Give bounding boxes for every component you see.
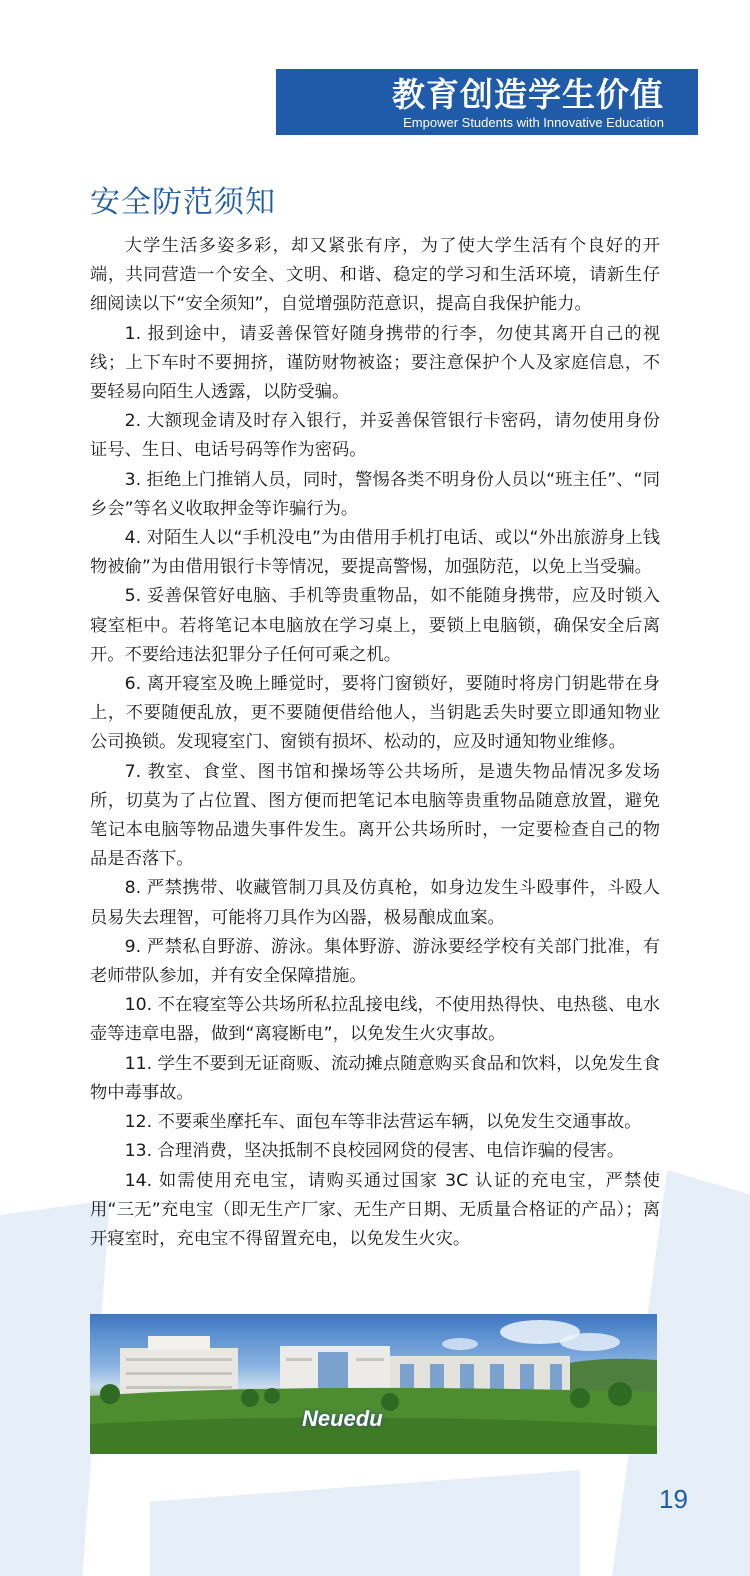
rule-item-13: 13. 合理消费，坚决抵制不良校园网贷的侵害、电信诈骗的侵害。	[124, 1141, 625, 1162]
header-banner	[276, 69, 698, 135]
rule-item-8: 8. 严禁携带、收藏管制刀具及仿真枪，如身边发生斗殴事件，斗殴人员易失去理智，可能将刀具作为凶器，极易酿成血案。	[90, 878, 660, 928]
header-subtitle: Empower Students with Innovative Education	[403, 115, 664, 130]
rule-item-1: 1. 报到途中，请妥善保管好随身携带的行李，勿使其离开自己的视线；上下车时不要拥挤，谨防财物被盗；要注意保护个人及家庭信息，不要轻易向陌生人透露，以防受骗。	[90, 323, 660, 403]
rule-item-4: 4. 对陌生人以“手机没电”为由借用手机打电话、或以“外出旅游身上钱物被偷”为由借用银行卡等情况，要提高警惕，加强防范，以免上当受骗。	[90, 528, 660, 578]
rule-item-7: 7. 教室、食堂、图书馆和操场等公共场所，是遗失物品情况多发场所，切莫为了占位置、图方便而把笔记本电脑等贵重物品随意放置，避免笔记本电脑等物品遗失事件发生。离开公共场所时，一定要检查自己的物品是否落下。	[90, 761, 660, 870]
neuedu-logo: Neuedu	[302, 1406, 383, 1431]
campus-illustration	[90, 1314, 657, 1454]
rule-item-14: 14. 如需使用充电宝，请购买通过国家 3C 认证的充电宝，严禁使用“三无”充电宝（即无生产厂家、无生产日期、无质量合格证的产品）；离开寝室时，充电宝不得留置充电，以免发生火灾。	[90, 1170, 660, 1249]
rule-item-6: 6. 离开寝室及晚上睡觉时，要将门窗锁好，要随时将房门钥匙带在身上，不要随便乱放，更不要随便借给他人，当钥匙丢失时要立即通知物业公司换锁。发现寝室门、窗锁有损坏、松动的，应及时通知物业维修。	[90, 674, 660, 753]
rule-item-3: 3. 拒绝上门推销人员，同时，警惕各类不明身份人员以“班主任”、“同乡会”等名义收取押金等诈骗行为。	[90, 469, 660, 519]
rule-item-9: 9. 严禁私自野游、游泳。集体野游、游泳要经学校有关部门批准，有老师带队参加，并有安全保障措施。	[90, 936, 660, 987]
rule-item-10: 10. 不在寝室等公共场所私拉乱接电线，不使用热得快、电热毯、电水壶等违章电器，做到“离寝断电”，以免发生火灾事故。	[90, 995, 660, 1045]
background-shape-bottom	[150, 1470, 580, 1576]
notice-body	[90, 232, 660, 1254]
intro-paragraph: 大学生活多姿多彩，却又紧张有序，为了使大学生活有个良好的开端，共同营造一个安全、文明、和谐、稳定的学习和生活环境，请新生仔细阅读以下“安全须知”，自觉增强防范意识，提高自我保护能力。	[90, 236, 660, 315]
header-title: 教育创造学生价值	[392, 75, 664, 114]
rule-item-12: 12. 不要乘坐摩托车、面包车等非法营运车辆，以免发生交通事故。	[124, 1112, 642, 1133]
campus-photo	[90, 1314, 657, 1454]
rule-item-2: 2. 大额现金请及时存入银行，并妥善保管银行卡密码，请勿使用身份证号、生日、电话号码等作为密码。	[90, 411, 660, 461]
page-number: 19	[659, 1484, 688, 1514]
rule-item-5: 5. 妥善保管好电脑、手机等贵重物品，如不能随身携带，应及时锁入寝室柜中。若将笔记本电脑放在学习桌上，要锁上电脑锁，确保安全后离开。不要给违法犯罪分子任何可乘之机。	[90, 586, 660, 665]
rule-item-11: 11. 学生不要到无证商贩、流动摊点随意购买食品和饮料，以免发生食物中毒事故。	[90, 1053, 660, 1103]
section-title: 安全防范须知	[90, 185, 276, 220]
